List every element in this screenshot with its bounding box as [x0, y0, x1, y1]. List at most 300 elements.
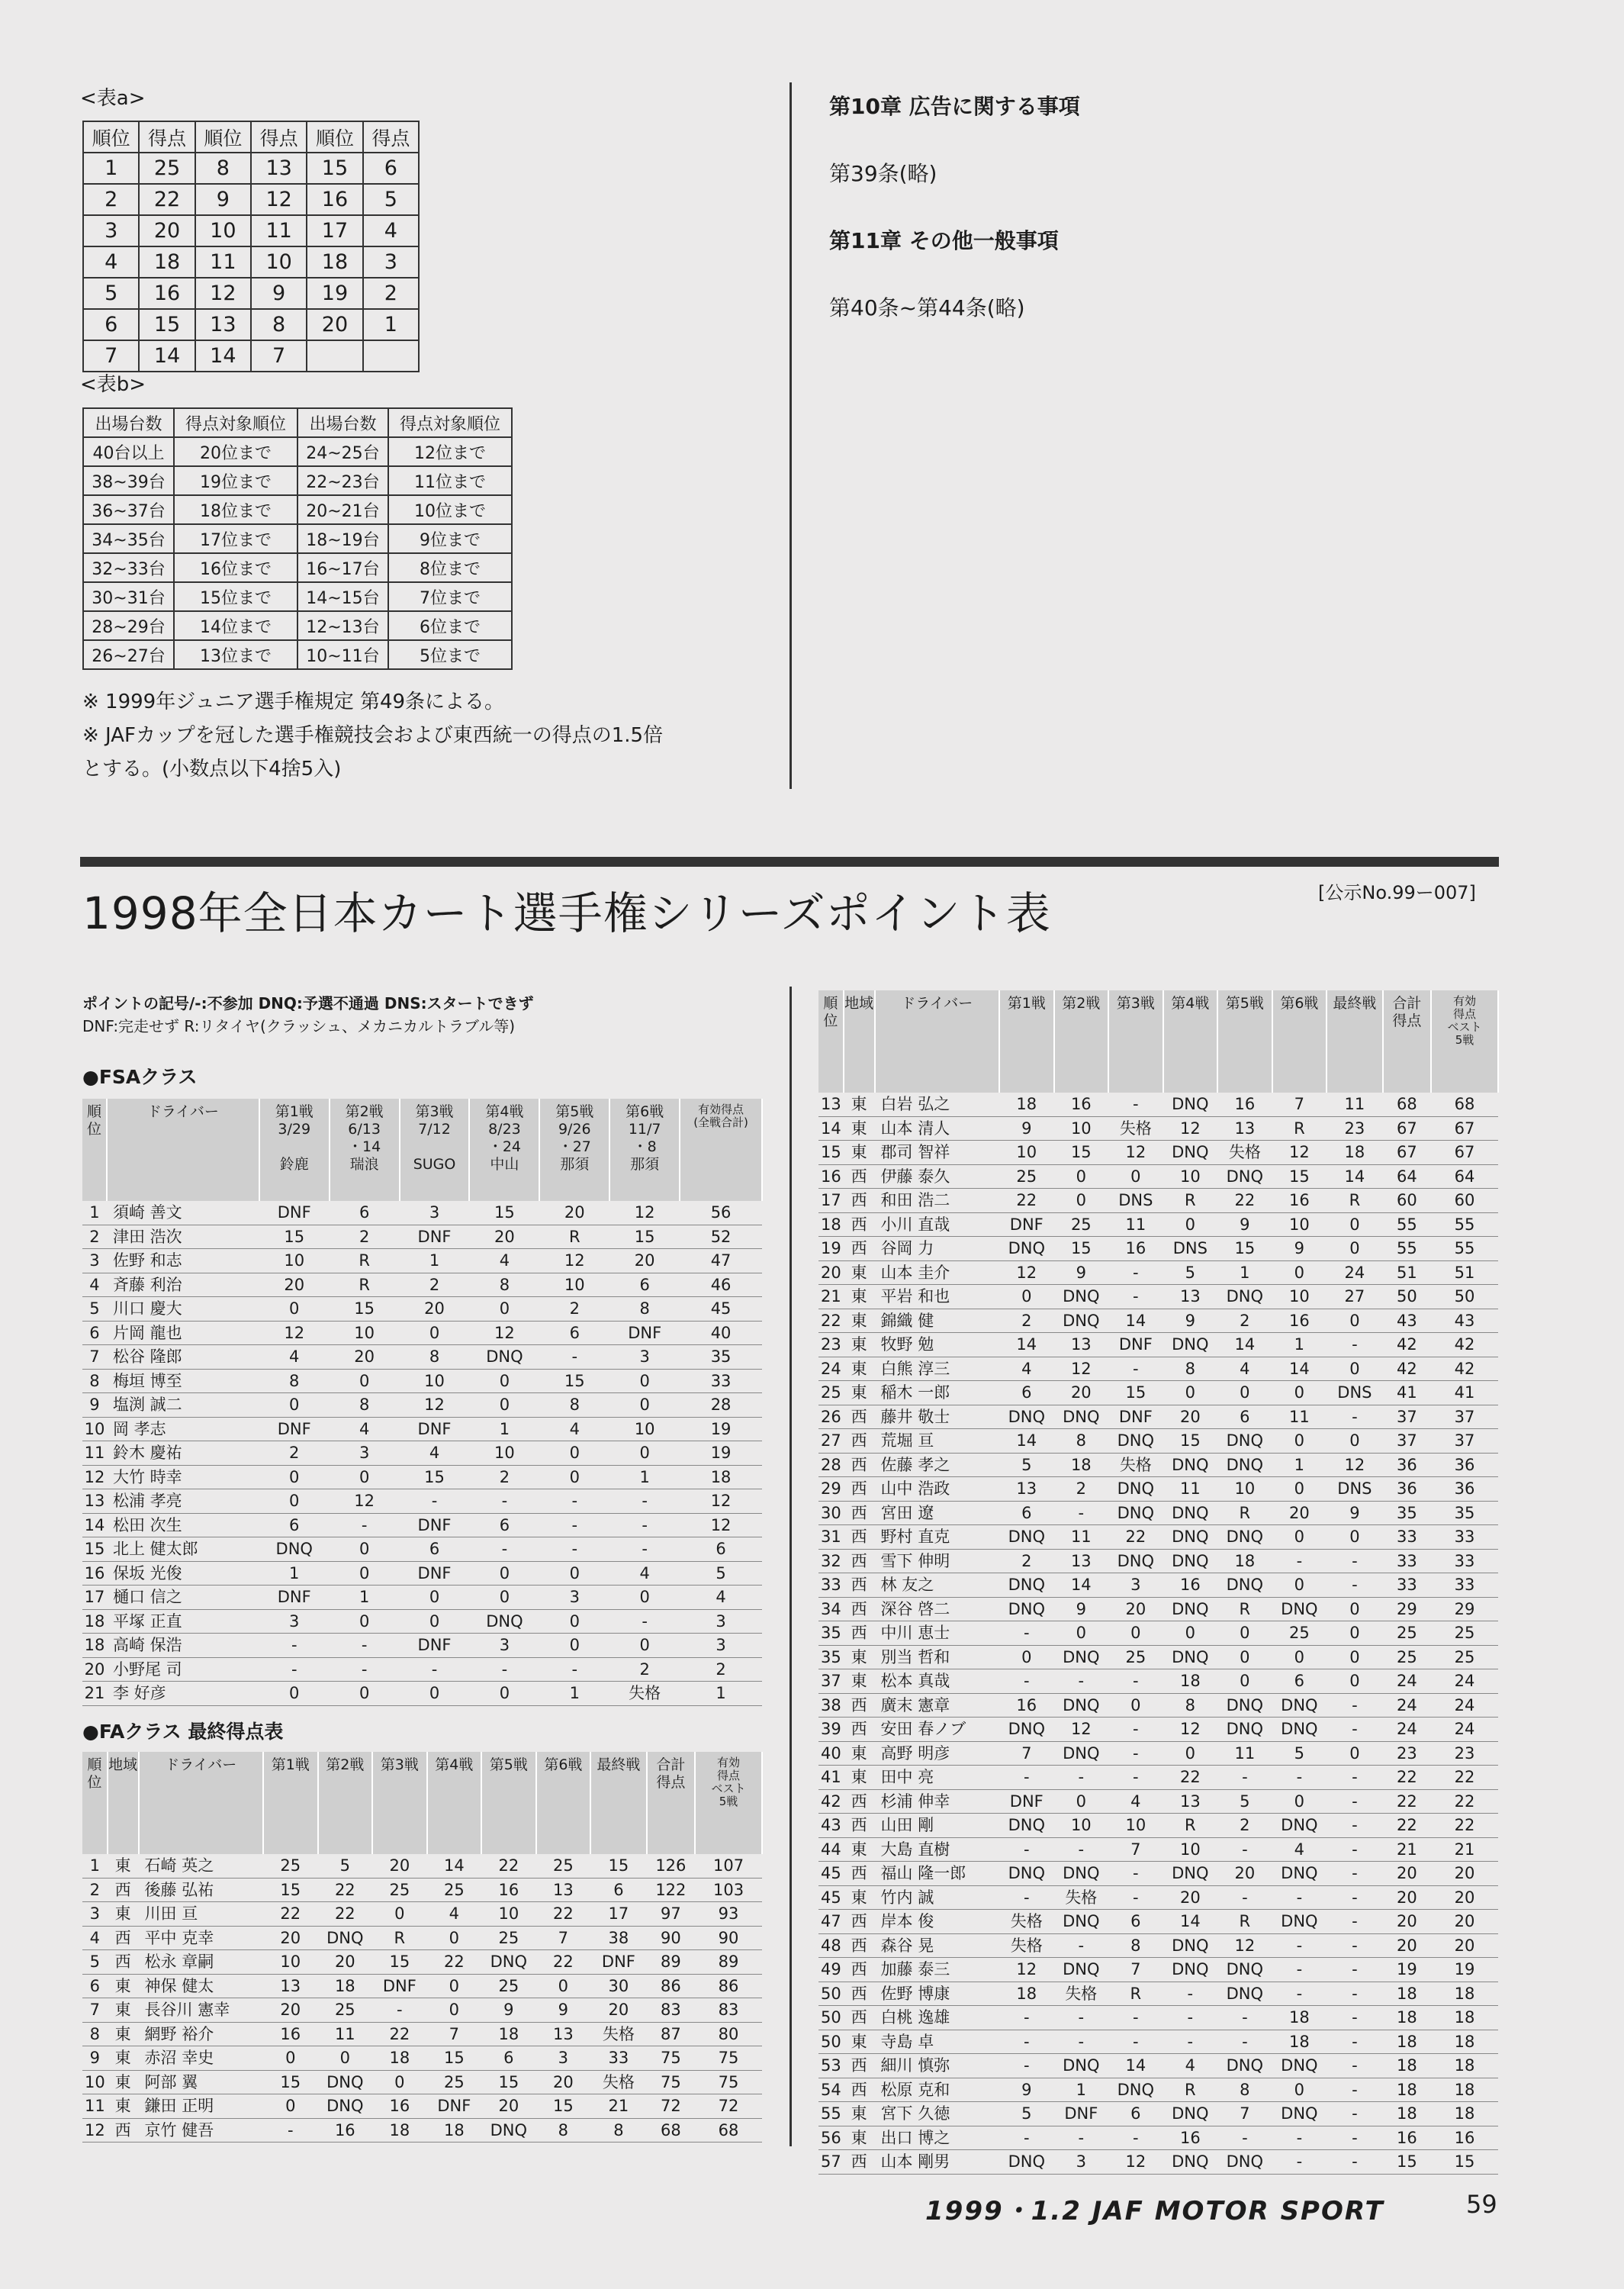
table-cell: 15: [590, 1854, 647, 1878]
table-row: [83, 278, 419, 309]
table-cell: 0: [400, 1321, 470, 1345]
table-cell: 16: [1108, 1237, 1163, 1261]
table-cell: 西: [844, 1237, 875, 1261]
table-row: [83, 582, 512, 611]
table-cell: 33: [590, 2046, 647, 2071]
table-cell: DNQ: [318, 1926, 373, 1950]
table-cell: 38: [590, 1926, 647, 1950]
table-cell: 東: [844, 1357, 875, 1381]
table-cell: 15: [307, 153, 362, 184]
table-cell: 47: [680, 1249, 762, 1273]
table-cell: DNS: [1327, 1381, 1383, 1405]
table-cell: 0: [263, 2094, 318, 2119]
table-cell: 33: [818, 1573, 844, 1598]
table-cell: 20: [469, 1225, 539, 1249]
table-cell: 87: [647, 2022, 695, 2046]
table-cell: 失格: [609, 1682, 680, 1706]
table-cell: 9: [1054, 1260, 1109, 1285]
table-cell: 東: [844, 1309, 875, 1333]
table-cell: 67: [1431, 1141, 1498, 1165]
table-cell: 大島 直樹: [875, 1837, 999, 1862]
table-cell: 7: [1272, 1093, 1327, 1116]
table-cell: 失格: [1108, 1116, 1163, 1141]
table-cell: 西: [844, 1453, 875, 1477]
table-cell: 25: [1431, 1621, 1498, 1646]
table-header-cell: 得点対象順位: [174, 408, 297, 437]
table-cell: 0: [469, 1297, 539, 1322]
table-cell: 0: [539, 1441, 609, 1466]
table-row: [818, 1982, 1498, 2006]
table-cell: 0: [609, 1586, 680, 1610]
table-cell: 4: [539, 1417, 609, 1441]
table-cell: 12: [999, 1260, 1054, 1285]
table-cell: 43: [1383, 1309, 1431, 1333]
table-cell: 西: [844, 1501, 875, 1525]
table-cell: 29: [818, 1477, 844, 1502]
table-cell: 0: [609, 1393, 680, 1418]
table-a-caption: <表a>: [80, 87, 146, 110]
table-cell: 高野 明彦: [875, 1741, 999, 1766]
table-cell: DNQ: [1217, 1164, 1272, 1189]
table-cell: 平岩 和也: [875, 1285, 999, 1309]
table-cell: DNQ: [481, 2118, 536, 2143]
table-row: [818, 1285, 1498, 1309]
table-cell: 10: [1272, 1212, 1327, 1237]
table-header-cell: 得点: [363, 121, 419, 153]
table-cell: -: [1327, 1910, 1383, 1934]
table-cell: 0: [1272, 2078, 1327, 2102]
table-cell: DNQ: [1217, 1525, 1272, 1550]
table-cell: 0: [259, 1393, 330, 1418]
table-cell: -: [1108, 1862, 1163, 1886]
table-cell: -: [1272, 1549, 1327, 1573]
table-cell: 4: [999, 1357, 1054, 1381]
table-cell: 6: [590, 1878, 647, 1902]
table-cell: 9: [999, 2078, 1054, 2102]
table-cell: 東: [844, 1885, 875, 1910]
table-cell: 山本 剛男: [875, 2150, 999, 2175]
table-cell: DNQ: [1108, 1501, 1163, 1525]
table-cell: 3: [1108, 1573, 1163, 1598]
table-cell: 14: [1217, 1333, 1272, 1357]
table-cell: 16: [481, 1878, 536, 1902]
table-cell: 18: [1272, 2030, 1327, 2054]
table-cell: DNQ: [1163, 1525, 1218, 1550]
table-cell: 14: [1272, 1357, 1327, 1381]
table-cell: 松谷 隆郎: [107, 1345, 259, 1370]
table-cell: 須崎 善文: [107, 1201, 259, 1225]
table-cell: DNQ: [1054, 1285, 1109, 1309]
table-cell: 21: [818, 1285, 844, 1309]
table-row: [818, 2054, 1498, 2078]
table-row: [818, 1237, 1498, 1261]
table-cell: 22: [139, 184, 195, 215]
table-cell: 22: [1383, 1766, 1431, 1790]
table-cell: 5: [82, 1297, 107, 1322]
table-cell: 35: [818, 1621, 844, 1646]
table-cell: 18: [1383, 2006, 1431, 2030]
table-cell: 6: [539, 1321, 609, 1345]
table-cell: -: [1108, 2030, 1163, 2054]
table-header-cell: 合計 得点: [647, 1752, 695, 1854]
table-header-cell: 第1戦 3/29 鈴鹿: [259, 1099, 330, 1201]
table-cell: 0: [1272, 1381, 1327, 1405]
column-divider: [789, 82, 792, 789]
table-cell: 18: [680, 1465, 762, 1489]
table-cell: 東: [844, 1116, 875, 1141]
table-cell: 83: [695, 1998, 762, 2023]
table-cell: 15: [1163, 1429, 1218, 1454]
table-cell: 2: [999, 1549, 1054, 1573]
table-cell: 15: [1383, 2150, 1431, 2175]
table-cell: 9: [536, 1998, 591, 2023]
table-cell: 10: [481, 1902, 536, 1927]
table-cell: 9: [1163, 1309, 1218, 1333]
table-cell: -: [1054, 1669, 1109, 1694]
table-row: [818, 1525, 1498, 1550]
table-cell: DNQ: [1108, 1549, 1163, 1573]
table-cell: 大竹 時幸: [107, 1465, 259, 1489]
table-cell: 22: [536, 1902, 591, 1927]
table-cell: DNQ: [1163, 1501, 1218, 1525]
table-cell: 20位まで: [174, 437, 297, 466]
table-cell: 14: [1163, 1910, 1218, 1934]
table-cell: 佐野 和志: [107, 1249, 259, 1273]
table-cell: 23: [1431, 1741, 1498, 1766]
table-cell: 1: [680, 1682, 762, 1706]
table-cell: 0: [259, 1682, 330, 1706]
table-cell: 20: [481, 2094, 536, 2119]
table-cell: 0: [400, 1586, 470, 1610]
table-cell: 18: [999, 1982, 1054, 2006]
column-divider: [789, 987, 792, 2146]
table-cell: 東: [108, 1998, 139, 2023]
table-cell: 20: [1163, 1885, 1218, 1910]
table-cell: 39: [818, 1718, 844, 1742]
table-cell: 11: [1054, 1525, 1109, 1550]
table-cell: 12: [1163, 1116, 1218, 1141]
table-cell: 55: [1431, 1237, 1498, 1261]
table-cell: 赤沼 幸史: [139, 2046, 263, 2071]
table-cell: 白桃 逸雄: [875, 2006, 999, 2030]
table-cell: 16: [82, 1561, 107, 1586]
table-cell: 34~35台: [83, 524, 174, 553]
table-cell: 3: [539, 1586, 609, 1610]
table-cell: 12: [251, 184, 307, 215]
table-cell: 20: [539, 1201, 609, 1225]
table-cell: 西: [844, 1573, 875, 1598]
table-cell: 16: [1272, 1189, 1327, 1213]
table-cell: 16: [318, 2118, 373, 2143]
table-cell: 89: [647, 1950, 695, 1975]
table-cell: 22: [818, 1309, 844, 1333]
legend-line: ポイントの記号/-:不参加 DNQ:予選不通過 DNS:スタートできず: [82, 994, 534, 1013]
table-cell: 14: [1108, 2054, 1163, 2078]
table-cell: 0: [1272, 1573, 1327, 1598]
table-cell: 0: [1327, 1212, 1383, 1237]
table-cell: 26~27台: [83, 640, 174, 669]
table-header-cell: 順位: [307, 121, 362, 153]
table-cell: -: [539, 1513, 609, 1537]
table-row: [818, 1621, 1498, 1646]
table-cell: 0: [1327, 1597, 1383, 1621]
table-cell: R: [1108, 1982, 1163, 2006]
table-cell: 72: [647, 2094, 695, 2119]
table-header-cell: ドライバー: [875, 990, 999, 1093]
table-a: [82, 121, 420, 372]
article-40-44: 第40条~第44条(略): [829, 295, 1025, 320]
table-cell: 7位まで: [388, 582, 512, 611]
table-row: [83, 215, 419, 246]
table-cell: -: [1272, 1933, 1327, 1958]
table-cell: 12: [999, 1958, 1054, 1982]
table-header-cell: ドライバー: [107, 1099, 259, 1201]
table-cell: 寺島 卓: [875, 2030, 999, 2054]
table-cell: 9: [82, 2046, 108, 2071]
table-cell: -: [1327, 1333, 1383, 1357]
table-cell: 36: [1431, 1477, 1498, 1502]
table-cell: 20: [400, 1297, 470, 1322]
table-cell: 93: [695, 1902, 762, 1927]
table-cell: 25: [999, 1164, 1054, 1189]
table-row: [82, 1513, 762, 1537]
table-cell: 12: [82, 2118, 108, 2143]
table-cell: 14: [818, 1116, 844, 1141]
table-row: [82, 1537, 762, 1562]
table-cell: 16: [1217, 1093, 1272, 1116]
table-cell: 5: [83, 278, 139, 309]
table-cell: 1: [1054, 2078, 1109, 2102]
table-cell: 16: [1054, 1093, 1109, 1116]
table-cell: 20: [263, 1998, 318, 2023]
table-cell: 9: [1217, 1212, 1272, 1237]
table-cell: 21: [1431, 1837, 1498, 1862]
table-cell: 12位まで: [388, 437, 512, 466]
table-header-cell: 有効得点 (全戦合計): [680, 1099, 762, 1201]
table-cell: 0: [609, 1369, 680, 1393]
table-header-cell: 得点: [139, 121, 195, 153]
table-cell: DNF: [400, 1225, 470, 1249]
table-row: [818, 1501, 1498, 1525]
table-cell: 宮下 久徳: [875, 2102, 999, 2126]
table-cell: 12: [1054, 1718, 1109, 1742]
table-cell: DNQ: [1054, 2054, 1109, 2078]
table-cell: -: [1327, 1885, 1383, 1910]
table-cell: DNQ: [1108, 2078, 1163, 2102]
table-header-cell: 第3戦 7/12 SUGO: [400, 1099, 470, 1201]
table-cell: -: [372, 1998, 427, 2023]
table-cell: 神保 健太: [139, 1974, 263, 1998]
table-cell: 東: [108, 1902, 139, 1927]
table-header-cell: 順位: [82, 1099, 107, 1201]
table-cell: 18: [1431, 2102, 1498, 2126]
table-cell: 東: [844, 1260, 875, 1285]
table-cell: -: [400, 1657, 470, 1682]
table-cell: 8: [251, 309, 307, 340]
table-row: [83, 466, 512, 495]
table-cell: 16: [307, 184, 362, 215]
table-cell: -: [1108, 2006, 1163, 2030]
table-cell: 8: [609, 1297, 680, 1322]
table-cell: DNQ: [999, 2150, 1054, 2175]
table-row: [82, 1926, 762, 1950]
table-cell: 6: [609, 1273, 680, 1297]
table-cell: 11: [1272, 1405, 1327, 1429]
table-row: [818, 1718, 1498, 1742]
table-row: [818, 1357, 1498, 1381]
table-cell: 2: [999, 1309, 1054, 1333]
table-cell: 失格: [999, 1910, 1054, 1934]
table-cell: 山中 浩政: [875, 1477, 999, 1502]
table-cell: 1: [539, 1682, 609, 1706]
table-cell: 7: [536, 1926, 591, 1950]
table-cell: 0: [1054, 1621, 1109, 1646]
table-cell: 12: [1217, 1933, 1272, 1958]
table-cell: 122: [647, 1878, 695, 1902]
table-cell: 松田 次生: [107, 1513, 259, 1537]
table-cell: 13: [999, 1477, 1054, 1502]
table-cell: 西: [844, 2150, 875, 2175]
table-cell: 80: [695, 2022, 762, 2046]
table-cell: 67: [1383, 1116, 1431, 1141]
table-cell: DNQ: [1054, 1741, 1109, 1766]
table-header-cell: 有効 得点 ベスト 5戦: [695, 1752, 762, 1854]
table-cell: 19: [680, 1417, 762, 1441]
table-cell: 37: [1383, 1405, 1431, 1429]
table-cell: 86: [647, 1974, 695, 1998]
table-cell: 西: [844, 1958, 875, 1982]
table-cell: 75: [695, 2070, 762, 2094]
table-cell: 東: [108, 1854, 139, 1878]
table-cell: 2: [82, 1225, 107, 1249]
fa-section-title: ●FAクラス 最終得点表: [82, 1721, 284, 1743]
table-header-cell: 順位: [195, 121, 251, 153]
table-cell: 18位まで: [174, 495, 297, 524]
table-cell: -: [1327, 2030, 1383, 2054]
table-cell: 12: [400, 1393, 470, 1418]
table-cell: DNQ: [999, 1405, 1054, 1429]
table-cell: 24~25台: [297, 437, 388, 466]
table-cell: 6: [680, 1537, 762, 1562]
table-cell: 15: [1054, 1141, 1109, 1165]
fa-table-part2: [818, 990, 1499, 2175]
table-row: [83, 640, 512, 669]
table-cell: 西: [844, 1621, 875, 1646]
table-cell: DNQ: [1054, 1862, 1109, 1886]
note-line: ※ 1999年ジュニア選手権規定 第49条による。: [82, 691, 505, 713]
table-cell: 10: [195, 215, 251, 246]
table-cell: 90: [695, 1926, 762, 1950]
table-row: [818, 1453, 1498, 1477]
table-cell: 35: [1383, 1501, 1431, 1525]
table-cell: 7: [999, 1741, 1054, 1766]
table-cell: 21: [1383, 1837, 1431, 1862]
table-cell: 15: [1431, 2150, 1498, 2175]
table-cell: 13: [1217, 1116, 1272, 1141]
table-cell: DNF: [372, 1974, 427, 1998]
table-row: [83, 340, 419, 372]
table-cell: 西: [844, 2078, 875, 2102]
table-cell: 42: [1383, 1357, 1431, 1381]
table-cell: -: [1108, 1357, 1163, 1381]
table-cell: DNQ: [469, 1609, 539, 1634]
table-cell: 4: [1163, 2054, 1218, 2078]
table-cell: 13位まで: [174, 640, 297, 669]
table-cell: 25: [1108, 1645, 1163, 1669]
table-cell: 24: [818, 1357, 844, 1381]
notes: [82, 685, 769, 786]
table-cell: 46: [680, 1273, 762, 1297]
table-cell: 22: [1217, 1189, 1272, 1213]
table-cell: 25: [318, 1998, 373, 2023]
table-cell: 33: [1383, 1549, 1431, 1573]
table-cell: 5: [1272, 1741, 1327, 1766]
table-cell: 25: [427, 1878, 482, 1902]
table-cell: DNQ: [1217, 2054, 1272, 2078]
table-cell: 12: [609, 1201, 680, 1225]
table-cell: 失格: [590, 2070, 647, 2094]
table-cell: 0: [427, 1974, 482, 1998]
article-39: 第39条(略): [829, 161, 937, 186]
table-cell: 10~11台: [297, 640, 388, 669]
table-cell: -: [1327, 1814, 1383, 1838]
table-cell: 7: [82, 1345, 107, 1370]
table-header-cell: 第5戦: [1217, 990, 1272, 1093]
table-row: [82, 1998, 762, 2023]
table-cell: 3: [330, 1441, 400, 1466]
table-cell: R: [372, 1926, 427, 1950]
table-cell: 0: [1327, 1525, 1383, 1550]
table-cell: 16: [139, 278, 195, 309]
table-cell: -: [259, 1657, 330, 1682]
table-cell: 18: [1217, 1549, 1272, 1573]
table-cell: -: [469, 1657, 539, 1682]
table-cell: 68: [647, 2118, 695, 2143]
table-cell: 75: [647, 2046, 695, 2071]
table-cell: 8: [590, 2118, 647, 2143]
table-cell: 90: [647, 1926, 695, 1950]
table-cell: 126: [647, 1854, 695, 1878]
table-cell: 107: [695, 1854, 762, 1878]
table-row: [818, 1309, 1498, 1333]
table-cell: 失格: [1054, 1885, 1109, 1910]
table-cell: -: [1327, 1982, 1383, 2006]
table-cell: 高崎 保浩: [107, 1634, 259, 1658]
table-cell: 4: [609, 1561, 680, 1586]
table-row: [818, 1189, 1498, 1213]
table-cell: DNQ: [1163, 1645, 1218, 1669]
table-cell: DNQ: [481, 1950, 536, 1975]
table-cell: 東: [108, 2046, 139, 2071]
table-cell: 32: [818, 1549, 844, 1573]
table-row: [83, 524, 512, 553]
table-cell: 10位まで: [388, 495, 512, 524]
table-cell: -: [539, 1489, 609, 1514]
table-cell: DNQ: [1217, 1429, 1272, 1454]
table-cell: 東: [844, 1766, 875, 1790]
table-cell: 白熊 淳三: [875, 1357, 999, 1381]
table-cell: 佐野 博康: [875, 1982, 999, 2006]
table-cell: 10: [999, 1141, 1054, 1165]
table-cell: DNQ: [1217, 1573, 1272, 1598]
table-cell: -: [1327, 1837, 1383, 1862]
table-cell: 18: [318, 1974, 373, 1998]
table-row: [818, 1477, 1498, 1502]
table-cell: 17: [307, 215, 362, 246]
table-cell: 55: [1383, 1237, 1431, 1261]
table-cell: -: [1327, 2126, 1383, 2150]
table-cell: -: [1108, 1718, 1163, 1742]
